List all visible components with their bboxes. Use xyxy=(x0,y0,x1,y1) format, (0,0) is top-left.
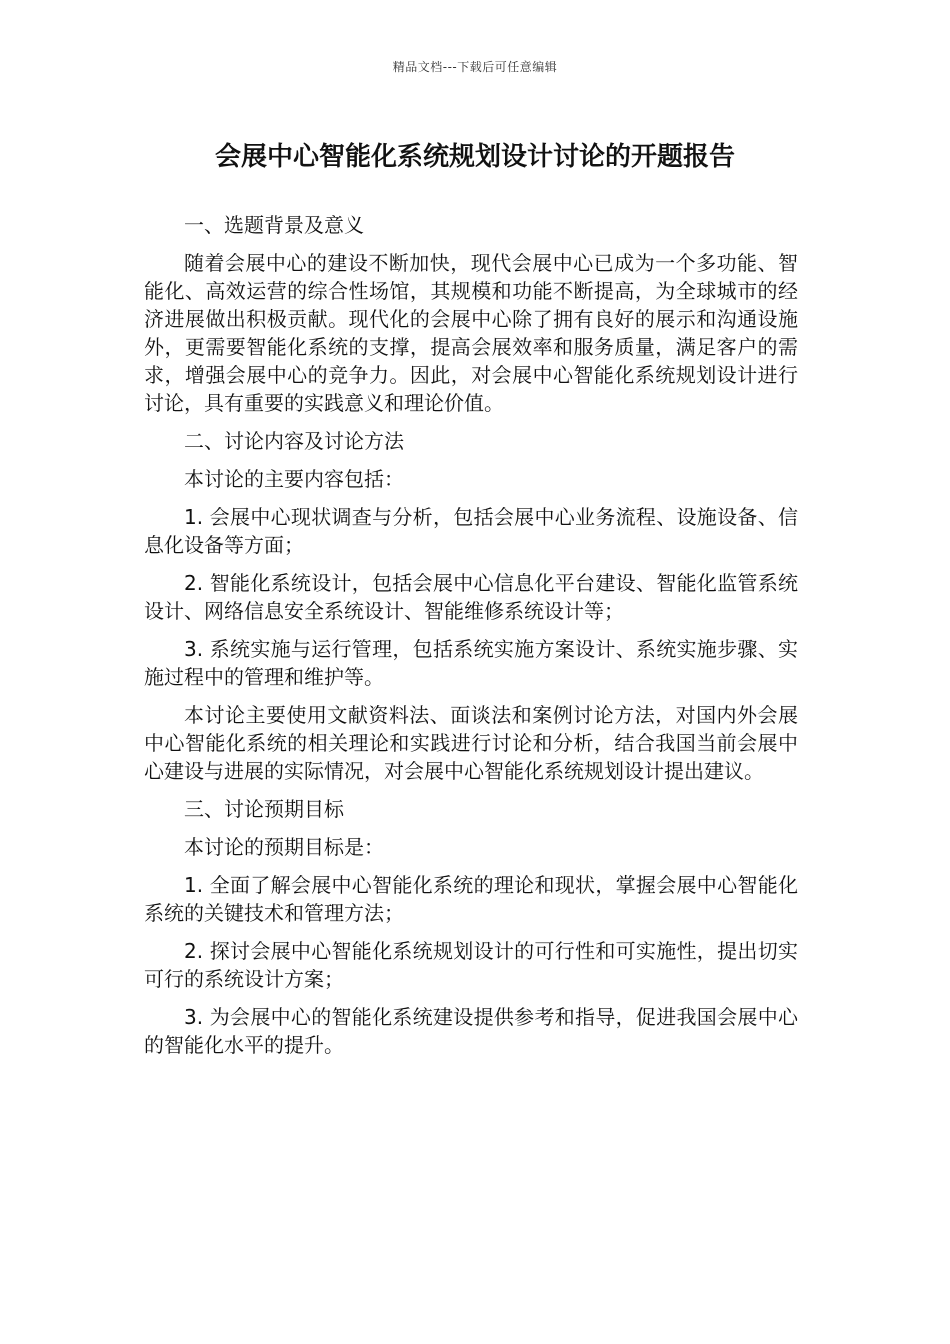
list-item-content-3: 3. 系统实施与运行管理，包括系统实施方案设计、系统实施步骤、实施过程中的管理和维护等。 xyxy=(144,637,798,689)
paragraph-content-intro: 本讨论的主要内容包括： xyxy=(184,467,404,491)
list-item-content-1: 1. 会展中心现状调查与分析，包括会展中心业务流程、设施设备、信息化设备等方面； xyxy=(144,505,798,557)
header-note: 精品文档---下载后可任意编辑 xyxy=(392,60,558,74)
paragraph-methods: 本讨论主要使用文献资料法、面谈法和案例讨论方法，对国内外会展中心智能化系统的相关理论和实践进行讨论和分析，结合我国当前会展中心建设与进展的实际情况，对会展中心智能化系统规划设计提出建议。 xyxy=(144,703,798,783)
section-heading-background: 一、选题背景及意义 xyxy=(184,213,364,237)
section-heading-goals: 三、讨论预期目标 xyxy=(184,797,344,821)
list-item-goal-3: 3. 为会展中心的智能化系统建设提供参考和指导，促进我国会展中心的智能化水平的提升。 xyxy=(144,1005,798,1057)
paragraph-goals-intro: 本讨论的预期目标是： xyxy=(184,835,384,859)
document-title: 会展中心智能化系统规划设计讨论的开题报告 xyxy=(214,142,735,172)
paragraph-background: 随着会展中心的建设不断加快，现代会展中心已成为一个多功能、智能化、高效运营的综合性场馆，其规模和功能不断提高，为全球城市的经济进展做出积极贡献。现代化的会展中心除了拥有良好的展示和沟通设施外，更需要智能化系统的支撑，提高会展效率和服务质量，满足客户的需求，增强会展中心的竞争力。因此，对会展中心智能化系统规划设计进行讨论，具有重要的实践意义和理论价值。 xyxy=(144,251,798,415)
list-item-goal-1: 1. 全面了解会展中心智能化系统的理论和现状，掌握会展中心智能化系统的关键技术和管理方法； xyxy=(144,873,798,925)
section-heading-content-methods: 二、讨论内容及讨论方法 xyxy=(184,429,404,453)
document-body xyxy=(144,211,798,1069)
list-item-content-2: 2. 智能化系统设计，包括会展中心信息化平台建设、智能化监管系统设计、网络信息安全系统设计、智能维修系统设计等； xyxy=(144,571,798,623)
list-item-goal-2: 2. 探讨会展中心智能化系统规划设计的可行性和可实施性，提出切实可行的系统设计方案； xyxy=(144,939,798,991)
